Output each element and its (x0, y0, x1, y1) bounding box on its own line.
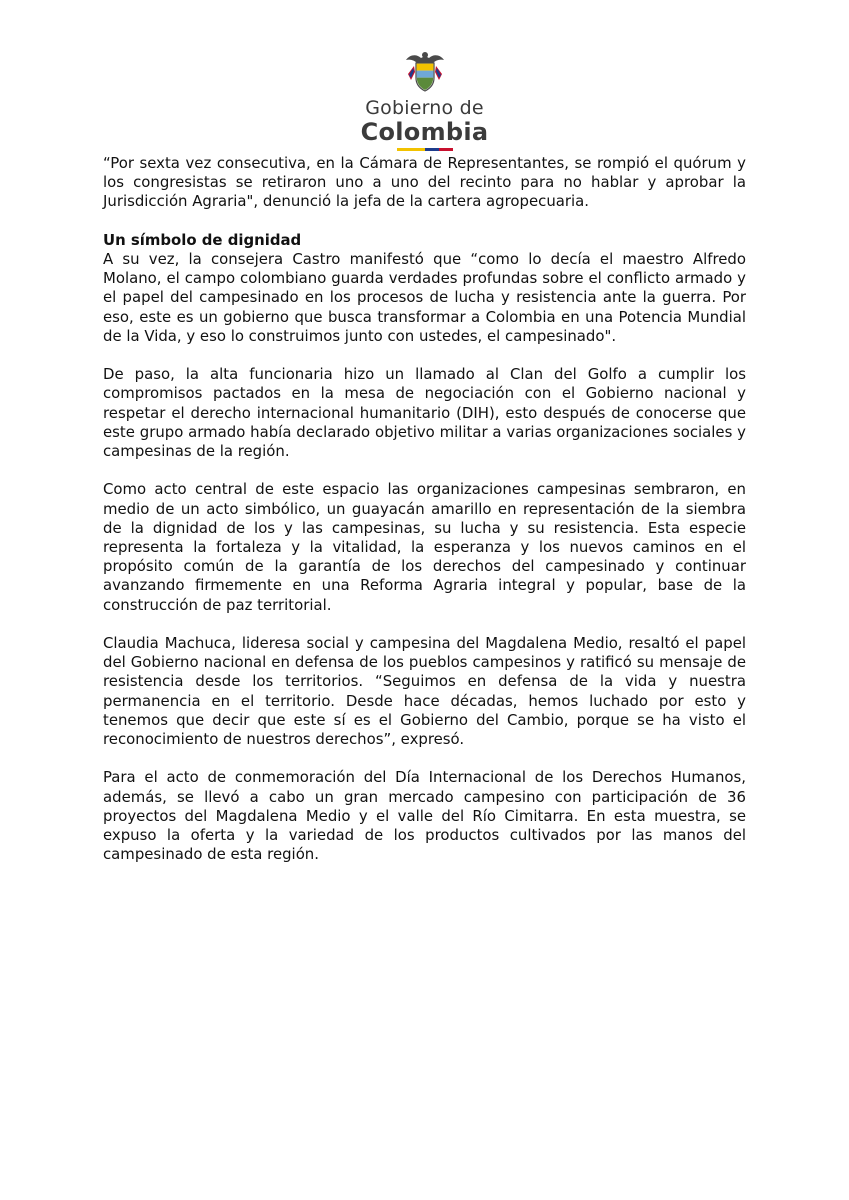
paragraph-5: Claudia Machuca, lideresa social y campesina del Magdalena Medio, resaltó el papel del Gobierno nacional en defensa de los pueblos campesinos y ratificó su mensaje de resistencia desde los territorios. “Seguimos en defensa de la vida y nuestra permanencia en el territorio. Desde hace décadas, hemos luchado por esto y tenemos que decir que este sí es el Gobierno del Cambio, porque se ha visto el reconocimiento de nuestros derechos”, expresó. (103, 634, 746, 749)
tricolor-flag-bar (397, 148, 453, 151)
article-body (103, 154, 746, 884)
paragraph-3: De paso, la alta funcionaria hizo un llamado al Clan del Golfo a cumplir los compromisos pactados en la mesa de negociación con el Gobierno nacional y respetar el derecho internacional humanitario (DIH), esto después de conocerse que este grupo armado había declarado objetivo militar a varias organizaciones sociales y campesinas de la región. (103, 365, 746, 461)
government-brand (0, 99, 849, 144)
flag-blue (425, 148, 439, 151)
paragraph-2: A su vez, la consejera Castro manifestó que “como lo decía el maestro Alfredo Molano, el campo colombiano guarda verdades profundas sobre el conflicto armado y el papel del campesinado en los procesos de lucha y resistencia ante la guerra. Por eso, este es un gobierno que busca transformar a Colombia en una Potencia Mundial de la Vida, y eso lo construimos junto con ustedes, el campesinado". (103, 250, 746, 345)
coat-of-arms-icon (402, 48, 448, 94)
brand-line-1: Gobierno de (365, 97, 484, 119)
flag-yellow (397, 148, 425, 151)
brand-line-2: Colombia (360, 118, 489, 146)
paragraph-1: “Por sexta vez consecutiva, en la Cámara de Representantes, se rompió el quórum y los congresistas se retiraron uno a uno del recinto para no hablar y aprobar la Jurisdicción Agraria", denunció la jefa de la cartera agropecuaria. (103, 154, 746, 211)
paragraph-6: Para el acto de conmemoración del Día Internacional de los Derechos Humanos, además, se llevó a cabo un gran mercado campesino con participación de 36 proyectos del Magdalena Medio y el valle del Río Cimitarra. En esta muestra, se expuso la oferta y la variedad de los productos cultivados por las manos del campesinado de esta región. (103, 768, 746, 864)
paragraph-4: Como acto central de este espacio las organizaciones campesinas sembraron, en medio de un acto simbólico, un guayacán amarillo en representación de la siembra de la dignidad de los y las campesinas, su lucha y su resistencia. Esta especie representa la fortaleza y la vitalidad, la esperanza y los nuevos caminos en el propósito común de la garantía de los derechos del campesinado y continuar avanzando firmemente en una Reforma Agraria integral y popular, base de la construcción de paz territorial. (103, 480, 746, 614)
page-header (0, 48, 849, 151)
section-heading: Un símbolo de dignidad (103, 230, 302, 249)
flag-red (439, 148, 453, 151)
